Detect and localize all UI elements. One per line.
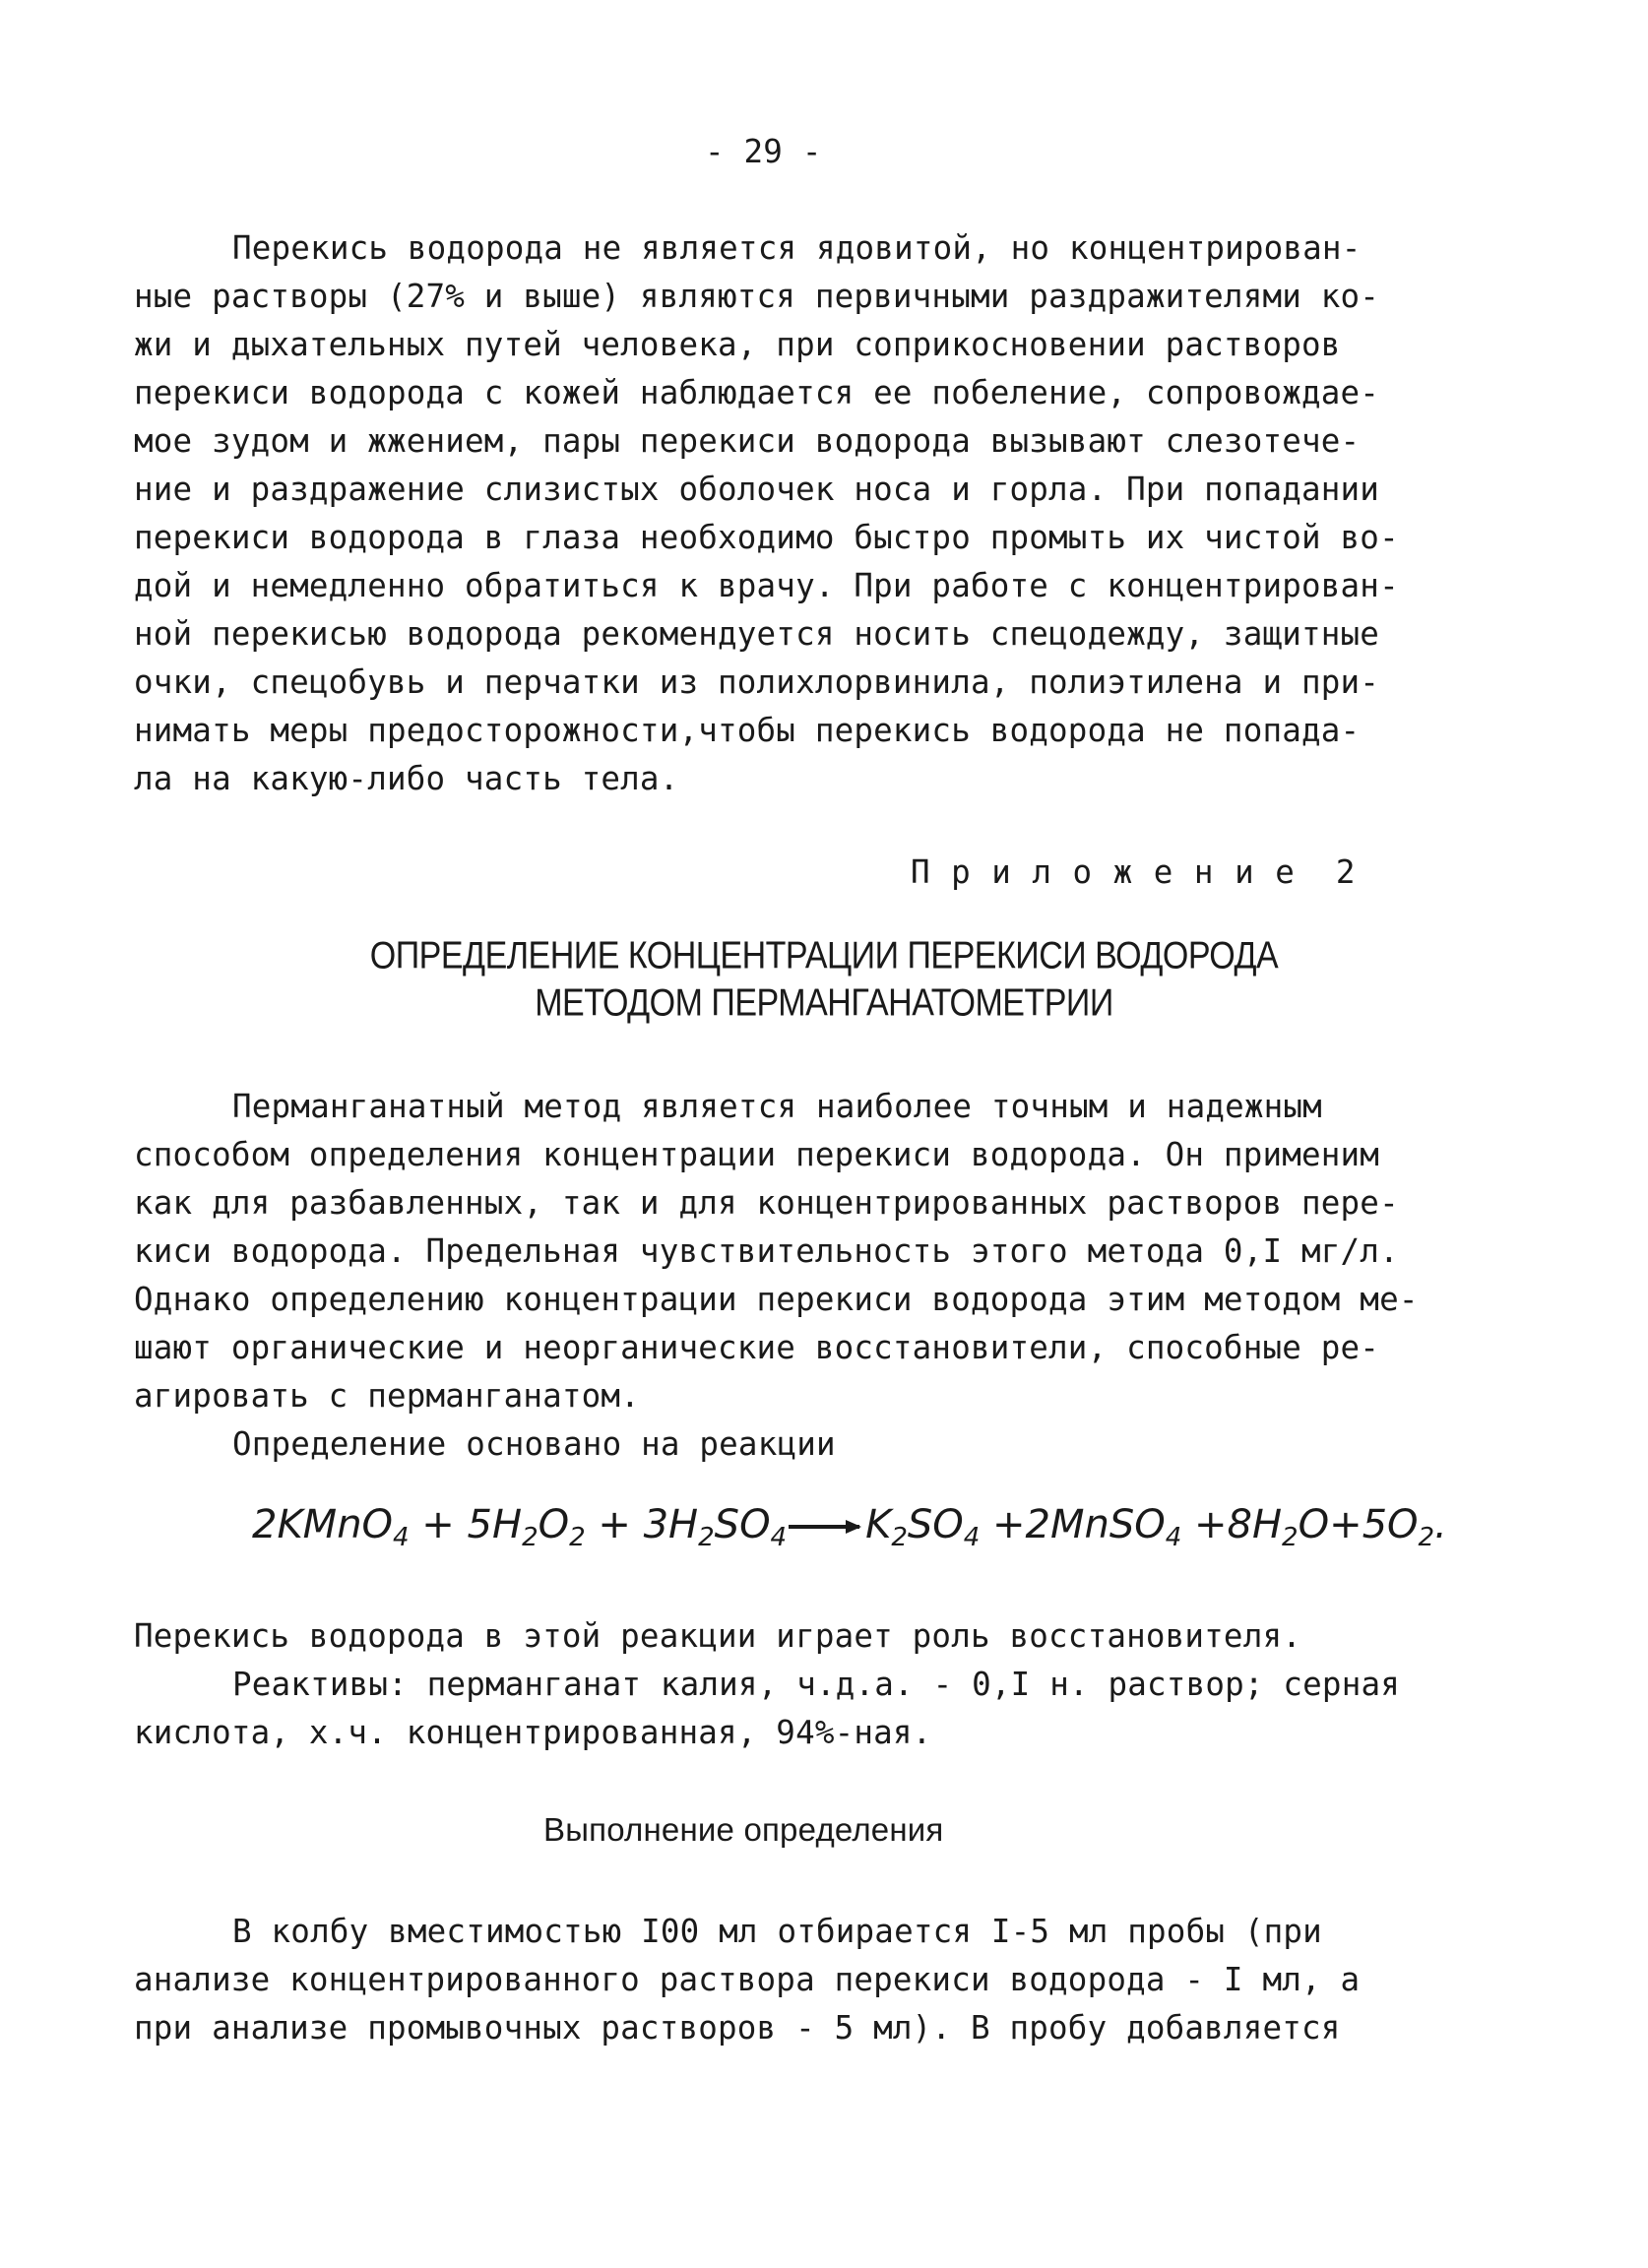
paragraph2-line: шают органические и неорганические восстановители, способные ре- bbox=[134, 1329, 1380, 1366]
paragraph2-line: киси водорода. Предельная чувствительность этого метода 0,I мг/л. bbox=[134, 1232, 1399, 1270]
procedure-line: при анализе промывочных растворов - 5 мл). В пробу добавляется bbox=[134, 2009, 1341, 2047]
equation-lhs-1: 2KMnO bbox=[252, 1502, 394, 1547]
paragraph1-line: нимать меры предосторожности,чтобы перекись водорода не попада- bbox=[134, 712, 1361, 749]
subheading: Выполнение определения bbox=[543, 1811, 944, 1848]
paragraph1-line: дой и немедленно обратиться к врачу. При работе с концентрирован- bbox=[134, 567, 1399, 604]
paragraph1-line: перекиси водорода в глаза необходимо быстро промыть их чистой во- bbox=[134, 519, 1399, 556]
paragraph1-line: очки, спецобувь и перчатки из полихлорвинила, полиэтилена и при- bbox=[134, 663, 1380, 701]
reagents-line: кислота, х.ч. концентрированная, 94%-ная. bbox=[134, 1714, 932, 1751]
paragraph2-line: Однако определению концентрации перекиси водорода этим методом ме- bbox=[134, 1281, 1419, 1318]
reaction-arrow-icon bbox=[789, 1525, 859, 1529]
section-title-line1: ОПРЕДЕЛЕНИЕ КОНЦЕНТРАЦИИ ПЕРЕКИСИ ВОДОРОДА bbox=[369, 934, 1279, 977]
reaction-intro: Определение основано на реакции bbox=[232, 1425, 836, 1463]
paragraph1-line: жи и дыхательных путей человека, при соприкосновении растворов bbox=[134, 326, 1341, 363]
appendix-label: П р и л о ж е н и е 2 bbox=[911, 853, 1357, 891]
section-title-line2: МЕТОДОМ ПЕРМАНГАНАТОМЕТРИИ bbox=[535, 981, 1113, 1025]
paragraph1-line: ные растворы (27% и выше) являются первичными раздражителями ко- bbox=[134, 278, 1380, 315]
procedure-line: В колбу вместимостью I00 мл отбирается I-5 мл пробы (при bbox=[232, 1913, 1322, 1950]
paragraph2-line: Перманганатный метод является наиболее точным и надежным bbox=[232, 1088, 1322, 1125]
paragraph3: Перекись водорода в этой реакции играет роль восстановителя. bbox=[134, 1617, 1301, 1655]
paragraph1-line: Перекись водорода не является ядовитой, но концентрирован- bbox=[232, 229, 1362, 267]
paragraph2-line: способом определения концентрации перекиси водорода. Он применим bbox=[134, 1136, 1380, 1173]
paragraph2-line: агировать с перманганатом. bbox=[134, 1377, 640, 1415]
paragraph1-line: перекиси водорода с кожей наблюдается ее побеление, сопровождае- bbox=[134, 374, 1380, 411]
procedure-line: анализе концентрированного раствора перекиси водорода - I мл, а bbox=[134, 1961, 1361, 1998]
chemical-equation: 2KMnO$_4$ + $5H_2O_2 + 3H_2SO_4$ $K_2SO_4$ +2MnSO$_4$ $+8H_2O+5O_2$. bbox=[252, 1502, 1447, 1552]
paragraph1-line: ние и раздражение слизистых оболочек носа и горла. При попадании bbox=[134, 471, 1380, 508]
page-number: - 29 - bbox=[705, 133, 822, 170]
reagents-line: Реактивы: перманганат калия, ч.д.а. - 0,I н. раствор; серная bbox=[232, 1666, 1400, 1703]
paragraph1-line: мое зудом и жжением, пары перекиси водорода вызывают слезотече- bbox=[134, 422, 1361, 460]
paragraph2-line: как для разбавленных, так и для концентрированных растворов пере- bbox=[134, 1184, 1399, 1222]
paragraph1-line: ла на какую-либо часть тела. bbox=[134, 760, 679, 797]
paragraph1-line: ной перекисью водорода рекомендуется носить спецодежду, защитные bbox=[134, 615, 1380, 653]
